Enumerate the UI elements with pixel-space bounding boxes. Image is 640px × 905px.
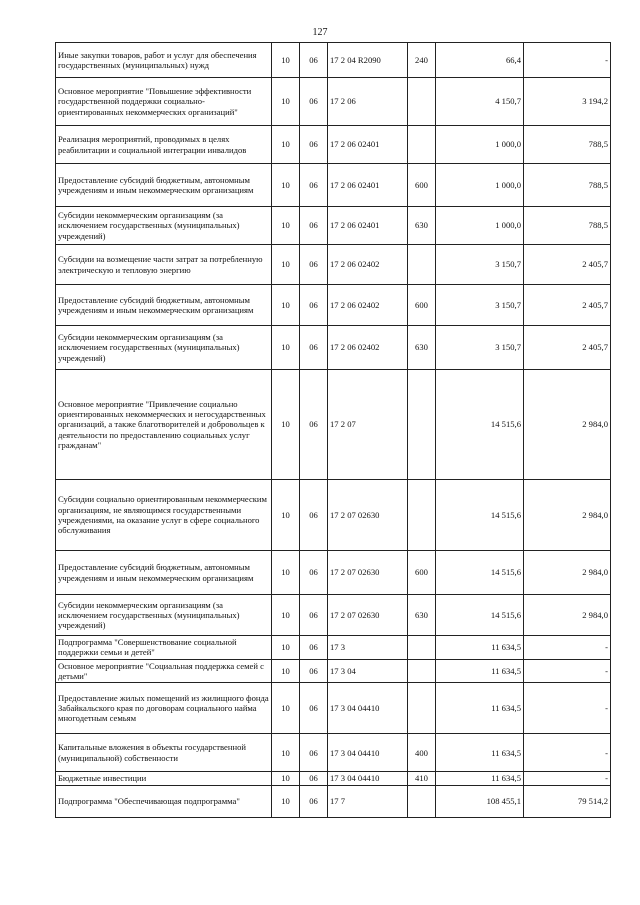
row-amount-approved: 1 000,0 <box>436 207 524 245</box>
row-amount-executed: 2 984,0 <box>524 480 611 551</box>
row-amount-executed: 2 405,7 <box>524 326 611 370</box>
table-row <box>56 43 611 78</box>
table-row <box>56 595 611 636</box>
row-name: Предоставление субсидий бюджетным, автономным учреждениям и иным некоммерческим организациям <box>56 285 272 326</box>
row-amount-executed: - <box>524 772 611 785</box>
row-expense-type: 600 <box>408 285 436 326</box>
row-amount-approved: 14 515,6 <box>436 551 524 595</box>
row-subsection: 06 <box>300 245 328 285</box>
row-name: Основное мероприятие "Привлечение социально ориентированных некоммерческих и негосударственных организаций, а также благотворителей и добровольцев к деятельности по предоставлению социальных услуг гражданам" <box>56 370 272 480</box>
row-section: 10 <box>272 285 300 326</box>
row-name: Предоставление жилых помещений из жилищного фонда Забайкальского края по договорам социального найма многодетным семьям <box>56 683 272 734</box>
row-name: Основное мероприятие "Социальная поддержка семей с детьми" <box>56 659 272 683</box>
row-amount-approved: 11 634,5 <box>436 683 524 734</box>
table-row <box>56 683 611 734</box>
table-row <box>56 78 611 126</box>
row-target-article: 17 2 06 02401 <box>328 164 408 207</box>
row-target-article: 17 2 06 <box>328 78 408 126</box>
row-name: Предоставление субсидий бюджетным, автономным учреждениям и иным некоммерческим организациям <box>56 164 272 207</box>
row-expense-type <box>408 126 436 164</box>
page-number: 127 <box>312 27 328 38</box>
row-section: 10 <box>272 326 300 370</box>
row-target-article: 17 2 07 02630 <box>328 595 408 636</box>
row-subsection: 06 <box>300 636 328 660</box>
row-amount-approved: 1 000,0 <box>436 164 524 207</box>
row-amount-executed: 2 405,7 <box>524 245 611 285</box>
row-expense-type: 600 <box>408 164 436 207</box>
row-amount-approved: 3 150,7 <box>436 326 524 370</box>
table-row <box>56 126 611 164</box>
row-amount-executed: 2 405,7 <box>524 285 611 326</box>
row-target-article: 17 2 07 <box>328 370 408 480</box>
row-expense-type <box>408 659 436 683</box>
row-expense-type: 400 <box>408 734 436 772</box>
row-amount-approved: 11 634,5 <box>436 734 524 772</box>
row-target-article: 17 3 <box>328 636 408 660</box>
row-subsection: 06 <box>300 683 328 734</box>
row-expense-type: 630 <box>408 326 436 370</box>
row-expense-type <box>408 636 436 660</box>
row-section: 10 <box>272 164 300 207</box>
row-subsection: 06 <box>300 43 328 78</box>
row-amount-approved: 1 000,0 <box>436 126 524 164</box>
row-amount-executed: 2 984,0 <box>524 370 611 480</box>
row-amount-executed: 788,5 <box>524 164 611 207</box>
row-target-article: 17 2 07 02630 <box>328 480 408 551</box>
row-subsection: 06 <box>300 734 328 772</box>
row-section: 10 <box>272 370 300 480</box>
row-subsection: 06 <box>300 659 328 683</box>
row-expense-type <box>408 78 436 126</box>
row-name: Капитальные вложения в объекты государственной (муниципальной) собственности <box>56 734 272 772</box>
row-amount-approved: 11 634,5 <box>436 636 524 660</box>
row-subsection: 06 <box>300 126 328 164</box>
row-section: 10 <box>272 785 300 817</box>
row-section: 10 <box>272 43 300 78</box>
table-row <box>56 326 611 370</box>
row-subsection: 06 <box>300 595 328 636</box>
row-section: 10 <box>272 78 300 126</box>
row-name: Субсидии некоммерческим организациям (за исключением государственных (муниципальных) учреждений) <box>56 595 272 636</box>
row-name: Субсидии некоммерческим организациям (за исключением государственных (муниципальных) учреждений) <box>56 207 272 245</box>
table-row <box>56 785 611 817</box>
row-name: Субсидии некоммерческим организациям (за исключением государственных (муниципальных) учреждений) <box>56 326 272 370</box>
table-row <box>56 480 611 551</box>
row-section: 10 <box>272 207 300 245</box>
row-subsection: 06 <box>300 551 328 595</box>
row-amount-executed: 788,5 <box>524 126 611 164</box>
row-amount-approved: 11 634,5 <box>436 772 524 785</box>
row-amount-approved: 14 515,6 <box>436 370 524 480</box>
row-subsection: 06 <box>300 164 328 207</box>
row-amount-approved: 66,4 <box>436 43 524 78</box>
row-target-article: 17 2 04 R2090 <box>328 43 408 78</box>
row-name: Иные закупки товаров, работ и услуг для обеспечения государственных (муниципальных) нужд <box>56 43 272 78</box>
row-target-article: 17 2 06 02402 <box>328 326 408 370</box>
row-amount-approved: 3 150,7 <box>436 285 524 326</box>
row-amount-executed: - <box>524 636 611 660</box>
table-row <box>56 207 611 245</box>
row-section: 10 <box>272 734 300 772</box>
row-expense-type <box>408 683 436 734</box>
row-target-article: 17 7 <box>328 785 408 817</box>
row-amount-approved: 108 455,1 <box>436 785 524 817</box>
row-expense-type: 240 <box>408 43 436 78</box>
row-expense-type: 600 <box>408 551 436 595</box>
row-subsection: 06 <box>300 285 328 326</box>
row-name: Субсидии на возмещение части затрат за потребленную электрическую и тепловую энергию <box>56 245 272 285</box>
row-amount-approved: 14 515,6 <box>436 595 524 636</box>
row-target-article: 17 3 04 <box>328 659 408 683</box>
table-row <box>56 772 611 785</box>
row-name: Подпрограмма "Совершенствование социальной поддержки семьи и детей" <box>56 636 272 660</box>
row-amount-approved: 3 150,7 <box>436 245 524 285</box>
row-expense-type <box>408 370 436 480</box>
row-subsection: 06 <box>300 78 328 126</box>
table-body <box>56 43 611 818</box>
row-subsection: 06 <box>300 207 328 245</box>
row-target-article: 17 3 04 04410 <box>328 683 408 734</box>
row-target-article: 17 2 07 02630 <box>328 551 408 595</box>
row-expense-type <box>408 245 436 285</box>
row-subsection: 06 <box>300 480 328 551</box>
row-target-article: 17 2 06 02402 <box>328 245 408 285</box>
row-target-article: 17 2 06 02402 <box>328 285 408 326</box>
table-row <box>56 659 611 683</box>
row-section: 10 <box>272 245 300 285</box>
row-subsection: 06 <box>300 326 328 370</box>
row-amount-executed: - <box>524 734 611 772</box>
table-row <box>56 734 611 772</box>
row-amount-approved: 11 634,5 <box>436 659 524 683</box>
row-name: Основное мероприятие "Повышение эффективности государственной поддержки социально-ориентированных некоммерческих организаций" <box>56 78 272 126</box>
row-amount-executed: - <box>524 659 611 683</box>
row-subsection: 06 <box>300 785 328 817</box>
row-section: 10 <box>272 551 300 595</box>
budget-table <box>55 42 611 818</box>
row-amount-approved: 14 515,6 <box>436 480 524 551</box>
row-expense-type <box>408 785 436 817</box>
row-amount-executed: 2 984,0 <box>524 551 611 595</box>
table-row <box>56 636 611 660</box>
row-section: 10 <box>272 636 300 660</box>
row-section: 10 <box>272 659 300 683</box>
row-expense-type <box>408 480 436 551</box>
row-section: 10 <box>272 480 300 551</box>
row-section: 10 <box>272 126 300 164</box>
row-subsection: 06 <box>300 772 328 785</box>
row-name: Подпрограмма "Обеспечивающая подпрограмма" <box>56 785 272 817</box>
table-row <box>56 164 611 207</box>
row-name: Предоставление субсидий бюджетным, автономным учреждениям и иным некоммерческим организациям <box>56 551 272 595</box>
row-amount-executed: 2 984,0 <box>524 595 611 636</box>
row-amount-approved: 4 150,7 <box>436 78 524 126</box>
row-name: Субсидии социально ориентированным некоммерческим организациям, не являющимся государственными учреждениями, на оказание услуг в сфере социального обслуживания <box>56 480 272 551</box>
row-amount-executed: 788,5 <box>524 207 611 245</box>
table-row <box>56 285 611 326</box>
table-row <box>56 245 611 285</box>
row-expense-type: 410 <box>408 772 436 785</box>
row-amount-executed: 79 514,2 <box>524 785 611 817</box>
row-section: 10 <box>272 772 300 785</box>
row-target-article: 17 3 04 04410 <box>328 772 408 785</box>
row-section: 10 <box>272 683 300 734</box>
row-name: Бюджетные инвестиции <box>56 772 272 785</box>
row-target-article: 17 2 06 02401 <box>328 126 408 164</box>
row-target-article: 17 2 06 02401 <box>328 207 408 245</box>
row-section: 10 <box>272 595 300 636</box>
table-row <box>56 370 611 480</box>
row-amount-executed: - <box>524 683 611 734</box>
table-row <box>56 551 611 595</box>
row-name: Реализация мероприятий, проводимых в целях реабилитации и социальной интеграции инвалидов <box>56 126 272 164</box>
row-amount-executed: - <box>524 43 611 78</box>
row-expense-type: 630 <box>408 595 436 636</box>
row-expense-type: 630 <box>408 207 436 245</box>
row-amount-executed: 3 194,2 <box>524 78 611 126</box>
row-subsection: 06 <box>300 370 328 480</box>
row-target-article: 17 3 04 04410 <box>328 734 408 772</box>
